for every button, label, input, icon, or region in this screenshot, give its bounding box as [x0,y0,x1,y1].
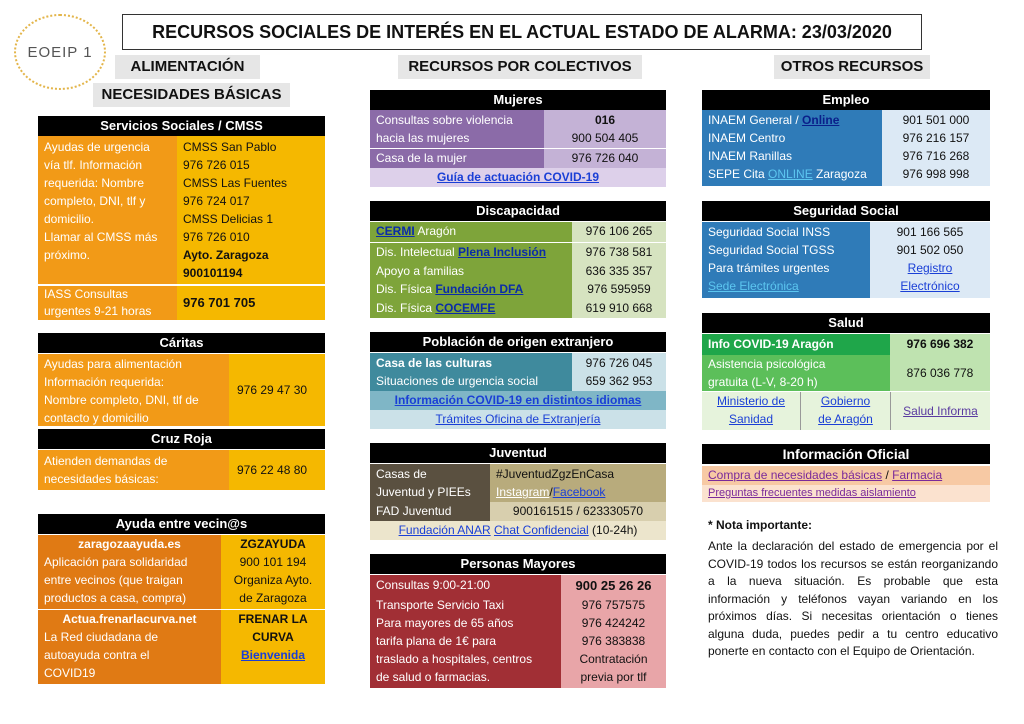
col1-heading: ALIMENTACIÓN [115,55,260,79]
servicios-sociales-info [38,136,177,284]
fad-juventud: FAD Juventud [370,502,490,521]
caritas-line: Información requerida: [44,375,165,389]
cermi-phone[interactable]: 976 106 265 [572,222,666,242]
instagram-link[interactable]: Instagram [496,485,550,499]
anar-link[interactable]: Fundación ANAR [398,523,491,537]
mayores-phone[interactable]: 900 25 26 26 [561,575,666,596]
taxi-phone[interactable]: 976 757575 [581,598,646,612]
taxi-info [370,596,561,688]
extranjero-header: Población de origen extranjero [370,332,666,352]
empleo-phone[interactable]: 976 998 998 [902,167,970,181]
mujeres-violencia-phones [544,110,666,148]
taxi-note: Contratación [579,652,648,666]
vecinos-line: Aplicación para solidaridad [44,555,188,569]
zgzayuda-phone[interactable]: 900 101 194 [239,555,307,569]
sepe-cita: SEPE Cita [708,167,769,181]
servicios-sociales-phones [177,136,325,284]
caritas-line: contacto y domicilio [44,411,149,425]
zgzayuda-line: Organiza Ayto. [233,573,313,587]
iass-line: IASS Consultas [44,287,129,301]
sede-electronica-link[interactable]: Sede Electrónica [708,279,799,293]
taxi-line: tarifa plana de 1€ para [376,634,497,648]
inaem-ranillas: INAEM Ranillas [708,149,793,163]
casa-culturas: Casa de las culturas [376,356,493,370]
taxi-line: de salud o farmacias. [376,670,491,684]
ayto-phone[interactable]: 900101194 [183,266,243,280]
cmss-name: CMSS Las Fuentes [183,176,288,190]
frenarlacurva-link[interactable]: Actua.frenarlacurva.net [62,612,197,626]
compra-link[interactable]: Compra de necesidades básicas [708,468,883,482]
zaragozaayuda-info [38,535,221,609]
dfa-row [370,280,572,299]
anar-row [370,521,666,540]
juventud-line: Casas de [376,467,427,481]
preguntas-link[interactable]: Preguntas frecuentes medidas aislamiento [702,485,990,502]
casa-culturas-phone[interactable]: 976 726 045 [585,356,653,370]
mujeres-line: hacia las mujeres [376,131,470,145]
vecinos-line: autoayuda contra el [44,648,150,662]
juventud-line: Juventud y PIEEs [376,485,471,499]
ministerio-sanidad-link[interactable] [702,392,801,430]
intelectual-text: Dis. Intelectual [376,245,459,259]
ministerio-line: Sanidad [728,412,774,426]
frenar-line: CURVA [252,630,294,644]
guia-covid-link[interactable]: Guía de actuación COVID-19 [370,168,666,187]
dfa-phone[interactable]: 976 595959 [572,280,666,299]
ss-text-line: domicilio. [44,212,95,226]
info-covid-aragon: Info COVID-19 Aragón [702,334,890,355]
inaem-centro: INAEM Centro [708,131,786,145]
tramites-urgentes: Para trámites urgentes [708,261,830,275]
sepe-online-link[interactable]: ONLINE [768,167,813,181]
compra-farmacia-row [702,466,990,485]
frenar-curva-info [221,610,325,684]
vecinos-line: productos a casa, compra) [44,591,187,605]
farmacia-link[interactable]: Farmacia [892,468,943,482]
cruzroja-line: necesidades básicas: [44,472,159,486]
cruzroja-phone[interactable]: 976 22 48 80 [229,450,325,490]
extranjeria-link[interactable]: Trámites Oficina de Extranjería [370,410,666,429]
inaem-online-link[interactable]: Online [802,113,840,127]
caritas-info [38,354,229,426]
asistencia-line: Asistencia psicológica [708,357,826,371]
col3-heading: OTROS RECURSOS [774,55,930,79]
juventud-header: Juventud [370,443,666,463]
caritas-line: Nombre completo, DNI, tlf de [44,393,199,407]
frenar-line: FRENAR LA [238,612,308,626]
ss-text-line: vía tlf. Información [44,158,143,172]
caritas-line: Ayudas para alimentación [44,357,182,371]
intelectual-phone[interactable]: 976 738 581 [572,243,666,263]
cruzroja-info [38,450,229,490]
ministerio-line: Ministerio de [716,394,786,408]
taxi-line: Transporte Servicio Taxi [376,598,505,612]
zgzayuda-info [221,535,325,609]
empleo-phone[interactable]: 976 216 157 [902,131,970,145]
ss-text-line: Ayudas de urgencia [44,140,150,154]
logo [14,14,106,90]
inss-phone[interactable]: 901 166 565 [896,225,964,239]
empleo-phones [882,110,990,186]
nota-text: Ante la declaración del estado de emergencia por el COVID-19 todos los recursos se están reorganizando a la nueva situación. Es probable que esta información y teléfonos vayan variando en los próximos días. Si necesitas orientación o tienes alguna duda, puedes pedir a tu centro educativo ponerte en contacto con el Equipo de Orientación. [708,539,998,658]
info-oficial-header: Información Oficial [702,444,990,464]
salud-header: Salud [702,313,990,333]
zgzayuda-line: de Zaragoza [239,591,307,605]
chat-link[interactable]: Chat Confidencial [493,523,589,537]
frenarlacurva-info [38,610,221,684]
cocemfe-text: Dis. Física [376,301,436,315]
vecinos-line: entre vecinos (que traigan [44,573,183,587]
gobierno-line: de Aragón [818,412,873,426]
electronico-link[interactable]: Electrónico [900,279,960,293]
casa-mujer: Casa de la mujer [370,149,544,168]
fundacion-dfa-link[interactable]: Fundación DFA [435,282,524,296]
extranjero-info [370,353,572,391]
inaem-general: INAEM General / [708,113,803,127]
tgss: Seguridad Social TGSS [708,243,835,257]
bienvenida-link[interactable]: Bienvenida [240,648,306,662]
mayores-consultas: Consultas 9:00-21:00 [370,575,561,596]
logo-text: EOEIP 1 [27,43,93,61]
iass-phone[interactable]: 976 701 705 [177,286,325,320]
salud-informa-link[interactable]: Salud Informa [891,392,990,430]
zaragozaayuda-link[interactable]: zaragozaayuda.es [78,537,181,551]
ss-text-line: Llamar al CMSS más [44,230,158,244]
sepe-zaragoza: Zaragoza [812,167,867,181]
ss-text-line: requerida: Nombre [44,176,145,190]
info-covid-phone[interactable]: 976 696 382 [890,334,990,355]
fad-phone[interactable]: 900161515 / 623330570 [490,502,666,521]
empleo-phone[interactable]: 976 716 268 [902,149,970,163]
intelectual-row [370,243,572,263]
mayores-header: Personas Mayores [370,554,666,574]
taxi-line: Para mayores de 65 años [376,616,514,630]
cmss-phone[interactable]: 976 724 017 [183,194,250,208]
cruzroja-line: Atienden demandas de [44,454,168,468]
asistencia-psicologica [702,355,890,391]
hashtag: #JuventudZgzEnCasa [496,467,615,481]
cocemfe-row [370,299,572,318]
iass-info [38,286,177,320]
cocemfe-phone[interactable]: 619 910 668 [572,299,666,318]
vecinos-header: Ayuda entre vecin@s [38,514,325,534]
mujeres-line: Consultas sobre violencia [376,113,513,127]
col1-subheading: NECESIDADES BÁSICAS [93,83,290,107]
col2-heading: RECURSOS POR COLECTIVOS [398,55,642,79]
discapacidad-header: Discapacidad [370,201,666,221]
mujeres-header: Mujeres [370,90,666,110]
vecinos-line: COVID19 [44,666,96,680]
vecinos-line: La Red ciudadana de [44,630,159,644]
separator: / [882,468,893,482]
juventud-social: #JuventudZgzEnCasa Instagram/Facebook [490,464,666,502]
apoyo-familias-phone[interactable]: 636 335 357 [572,262,666,280]
empleo-labels [702,110,882,186]
asistencia-phone[interactable]: 876 036 778 [890,355,990,391]
gobierno-aragon-link[interactable] [801,392,891,430]
segsoc-labels [702,222,870,298]
dfa-text: Dis. Física [376,282,436,296]
cermi-row [370,222,572,242]
cmss-phone[interactable]: 976 726 010 [183,230,250,244]
cmss-name: CMSS San Pablo [183,140,277,154]
caritas-header: Cáritas [38,333,325,353]
taxi-note: previa por tlf [580,670,647,684]
taxi-phones [561,596,666,688]
urgencia-social: Situaciones de urgencia social [376,374,539,388]
casas-juventud [370,464,490,502]
cmss-name: CMSS Delicias 1 [183,212,274,226]
nota-title: * Nota importante: [708,518,813,532]
phone-016[interactable]: 016 [594,113,616,127]
gobierno-line: Gobierno [820,394,871,408]
empleo-phone[interactable]: 901 501 000 [902,113,970,127]
caritas-phone[interactable]: 976 29 47 30 [229,354,325,426]
zgzayuda-title: ZGZAYUDA [240,537,306,551]
anar-hours: (10-24h) [588,523,638,537]
extranjero-phones [572,353,666,391]
covid-idiomas-link[interactable]: Información COVID-19 en distintos idiomas [370,391,666,410]
segsoc-header: Seguridad Social [702,201,990,221]
ayto-name: Ayto. Zaragoza [183,248,269,262]
ss-text-line: completo, DNI, tlf y [44,194,146,208]
cocemfe-link[interactable]: COCEMFE [435,301,496,315]
taxi-phone[interactable]: 976 383838 [581,634,646,648]
casa-mujer-phone[interactable]: 976 726 040 [544,149,666,168]
servicios-sociales-header: Servicios Sociales / CMSS [38,116,325,136]
mujeres-violencia [370,110,544,148]
registro-link[interactable]: Registro [907,261,953,275]
cermi-text: Aragón [414,224,457,238]
inss: Seguridad Social INSS [708,225,831,239]
facebook-link[interactable]: Facebook [552,485,606,499]
empleo-header: Empleo [702,90,990,110]
urgencia-phone[interactable]: 659 362 953 [585,374,653,388]
ss-text-line: próximo. [44,248,91,262]
page-title: RECURSOS SOCIALES DE INTERÉS EN EL ACTUAL ESTADO DE ALARMA: 23/03/2020 [122,14,922,50]
cruzroja-header: Cruz Roja [38,429,325,449]
mujeres-phone[interactable]: 900 504 405 [571,131,639,145]
segsoc-phones [870,222,990,298]
taxi-line: traslado a hospitales, centros [376,652,533,666]
asistencia-line: gratuita (L-V, 8-20 h) [708,375,818,389]
tgss-phone[interactable]: 901 502 050 [896,243,964,257]
cmss-phone[interactable]: 976 726 015 [183,158,250,172]
plena-inclusion-link[interactable]: Plena Inclusión [458,245,547,259]
cermi-link[interactable]: CERMI [376,224,415,238]
taxi-phone[interactable]: 976 424242 [581,616,646,630]
apoyo-familias: Apoyo a familias [370,262,572,280]
iass-line: urgentes 9-21 horas [44,304,152,318]
